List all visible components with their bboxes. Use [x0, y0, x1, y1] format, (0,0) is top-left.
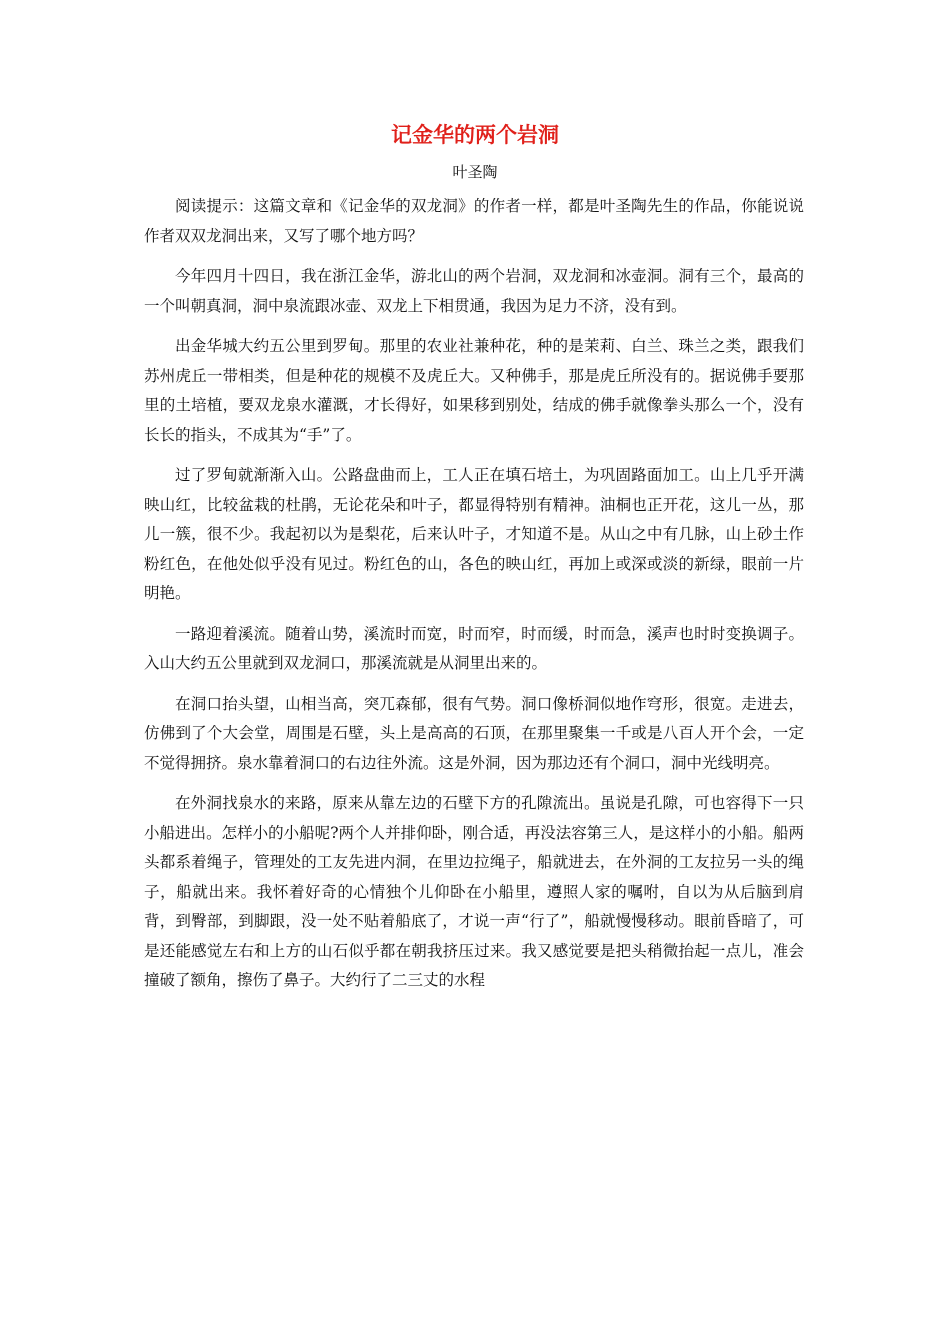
body-paragraph: 一路迎着溪流。随着山势，溪流时而宽，时而窄，时而缓，时而急，溪声也时时变换调子。入山大约五公里就到双龙洞口，那溪流就是从洞里出来的。 — [144, 624, 804, 672]
body-paragraph: 在洞口抬头望，山相当高，突兀森郁，很有气势。洞口像桥洞似地作穹形，很宽。走进去，仿佛到了个大会堂，周围是石壁，头上是高高的石顶，在那里聚集一千或是八百人开个会，一定不觉得拥挤。泉水靠着洞口的右边往外流。这是外洞，因为那边还有个洞口，洞中光线明亮。 — [144, 694, 804, 772]
body-paragraph: 出金华城大约五公里到罗甸。那里的农业社兼种花，种的是茉莉、白兰、珠兰之类，跟我们苏州虎丘一带相类，但是种花的规模不及虎丘大。又种佛手，那是虎丘所没有的。据说佛手要那里的土培植，要双龙泉水灌溉，才长得好，如果移到别处，结成的佛手就像拳头那么一个，没有长长的指头，不成其为“手”了。 — [144, 337, 804, 444]
body-paragraph: 在外洞找泉水的来路，原来从靠左边的石壁下方的孔隙流出。虽说是孔隙，可也容得下一只小船进出。怎样小的小船呢?两个人并排仰卧，刚合适，再没法容第三人，是这样小的小船。船两头都系着绳子，管理处的工友先进内洞，在里边拉绳子，船就进去，在外洞的工友拉另一头的绳子，船就出来。我怀着好奇的心情独个儿仰卧在小船里，遵照人家的嘱咐，自以为从后脑到肩背，到臀部，到脚跟，没一处不贴着船底了，才说一声“行了”，船就慢慢移动。眼前昏暗了，可是还能感觉左右和上方的山石似乎都在朝我挤压过来。我又感觉要是把头稍微抬起一点儿，准会撞破了额角，擦伤了鼻子。大约行了二三丈的水程 — [144, 794, 804, 989]
document-title: 记金华的两个岩洞 — [391, 123, 559, 147]
document-author: 叶圣陶 — [452, 163, 498, 181]
body-paragraph: 过了罗甸就渐渐入山。公路盘曲而上，工人正在填石培土，为巩固路面加工。山上几乎开满映山红，比较盆栽的杜鹃，无论花朵和叶子，都显得特别有精神。油桐也正开花，这儿一丛，那儿一簇，很不少。我起初以为是梨花，后来认叶子，才知道不是。从山之中有几脉，山上砂土作粉红色，在他处似乎没有见过。粉红色的山，各色的映山红，再加上或深或淡的新绿，眼前一片明艳。 — [144, 466, 804, 602]
reading-tip-paragraph: 阅读提示：这篇文章和《记金华的双龙洞》的作者一样，都是叶圣陶先生的作品，你能说说作者双双龙洞出来，又写了哪个地方吗？ — [144, 197, 804, 245]
body-paragraph: 今年四月十四日，我在浙江金华，游北山的两个岩洞，双龙洞和冰壶洞。洞有三个，最高的一个叫朝真洞，洞中泉流跟冰壶、双龙上下相贯通，我因为足力不济，没有到。 — [144, 267, 804, 315]
document-body — [144, 192, 804, 1007]
